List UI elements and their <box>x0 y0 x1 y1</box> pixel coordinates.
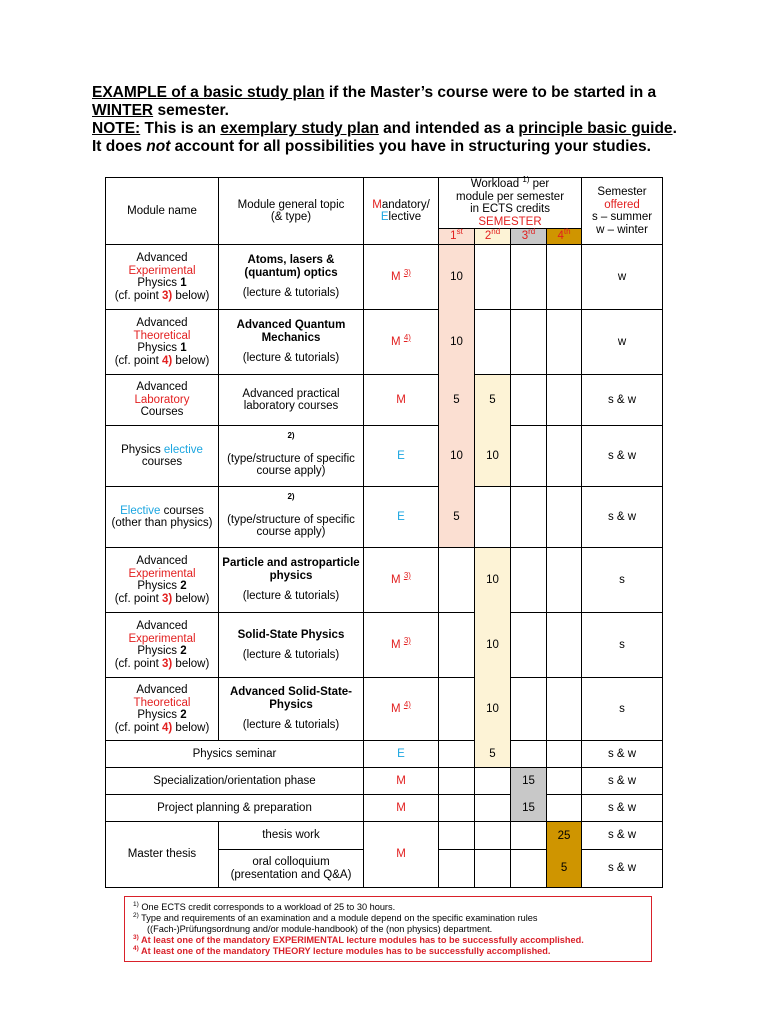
module-kind: Experimental <box>128 567 196 580</box>
sem2-cell <box>475 795 511 822</box>
offered-cell: s & w <box>582 850 663 888</box>
heading-example: EXAMPLE of a basic study plan <box>92 84 325 101</box>
offered-cell: w <box>582 245 663 310</box>
footnote-sup: 4) <box>133 944 139 952</box>
sem3-sup: rd <box>528 227 536 237</box>
module-num: 1 <box>180 342 187 354</box>
module-name <box>106 245 219 310</box>
header-sem3 <box>511 229 547 245</box>
footnotes <box>124 896 652 962</box>
module-cf: (cf. point <box>114 592 162 605</box>
topic-type: (lecture & tutorials) <box>242 352 340 365</box>
study-plan-table <box>105 177 663 888</box>
table-row <box>106 678 663 741</box>
topic-type: (lecture & tutorials) <box>242 287 340 300</box>
sem2-cell: 10 <box>475 613 511 678</box>
sem3-cell <box>511 310 547 375</box>
module-kind: Theoretical <box>133 329 191 342</box>
sem4-cell <box>547 678 582 741</box>
topic-type: (lecture & tutorials) <box>242 649 340 661</box>
sem4-cell <box>547 741 582 768</box>
module-adv: Advanced <box>136 317 188 329</box>
header-workload <box>439 175 582 216</box>
sem3-cell: 15 <box>511 768 547 795</box>
offered-cell: s <box>582 613 663 678</box>
offered-cell: s & w <box>582 795 663 822</box>
offered-cell: s & w <box>582 822 663 850</box>
header-mandatory: andatory/ <box>381 198 430 211</box>
footnote-3 <box>133 935 651 946</box>
footnote-text: One ECTS credit corresponds to a workload of 25 to 30 hours. <box>138 902 396 912</box>
module-physics: Physics <box>137 580 181 592</box>
sem4-cell <box>547 245 582 310</box>
module-name <box>106 487 219 548</box>
mandatory-cell: M <box>364 375 439 426</box>
heading-text: It does <box>92 138 147 155</box>
sem1-cell <box>439 795 475 822</box>
topic-sup: 2) <box>287 431 295 441</box>
mandatory-sup: 4) <box>403 332 411 342</box>
sem4-cell <box>547 487 582 548</box>
module-topic <box>219 487 364 548</box>
module-physics: Physics <box>137 342 181 354</box>
header-topic-type: (& type) <box>270 211 312 223</box>
module-kind: Experimental <box>128 264 196 277</box>
module-adv: Advanced <box>136 555 188 567</box>
heading-line1: if the Master’s course were to be started in a <box>324 84 657 101</box>
footnote-1 <box>133 902 651 913</box>
offered-cell: s & w <box>582 768 663 795</box>
table-row <box>106 822 663 850</box>
mandatory-cell: M <box>364 795 439 822</box>
footnote-sup: 3) <box>133 933 139 941</box>
table-row <box>106 487 663 548</box>
footnote-text: Type and requirements of an examination and a module depend on the specific examination rules <box>138 913 538 923</box>
module-physics: Physics <box>137 645 181 657</box>
sem2-cell <box>475 487 511 548</box>
module-name-b: courses <box>160 504 204 517</box>
module-cf: (cf. point <box>114 657 162 670</box>
sem4-cell <box>547 375 582 426</box>
sem4-sup: th <box>563 227 571 237</box>
module-adv: Advanced <box>136 252 188 264</box>
footnote-2 <box>133 913 651 924</box>
header-row <box>106 178 663 216</box>
module-num: 1 <box>180 277 187 289</box>
heading-text: . <box>672 120 677 137</box>
sem1-cell: 5 <box>439 375 475 426</box>
sem1-cell: 10 <box>439 245 475 310</box>
module-physics: Physics <box>137 277 181 289</box>
module-name <box>106 375 219 426</box>
header-m: M <box>372 198 382 211</box>
sem2-cell <box>475 245 511 310</box>
header-workload-line2: module per semester <box>456 190 565 203</box>
sem3-cell <box>511 375 547 426</box>
mandatory-cell <box>364 310 439 375</box>
offered-cell: s <box>582 678 663 741</box>
header-module-name <box>106 178 219 245</box>
thesis-oral: oral colloquium (presentation and Q&A) <box>219 850 364 888</box>
module-name <box>106 426 219 487</box>
sem3-cell: 15 <box>511 795 547 822</box>
module-name-c: (other than physics) <box>111 517 213 529</box>
module-topic <box>219 613 364 678</box>
sem1-cell <box>439 741 475 768</box>
thesis-name: Master thesis <box>106 822 219 888</box>
mandatory-sup: 3) <box>403 635 411 645</box>
sem3-cell <box>511 741 547 768</box>
mandatory-value: M <box>391 335 404 348</box>
module-cf: (cf. point <box>114 354 162 367</box>
module-cf-num: 3) <box>162 657 173 670</box>
sem4-cell <box>547 768 582 795</box>
mandatory-value: M <box>391 270 404 283</box>
sem1-cell <box>439 768 475 795</box>
sem1-cell <box>439 822 475 850</box>
table-row <box>106 768 663 795</box>
mandatory-cell <box>364 548 439 613</box>
module-topic <box>219 310 364 375</box>
heading-guide: principle basic guide <box>518 120 673 137</box>
topic-title: Advanced Quantum Mechanics <box>236 319 346 344</box>
module-kind: Laboratory <box>134 393 190 406</box>
topic-title: Advanced practical laboratory courses <box>242 387 340 412</box>
sem2-sup: nd <box>491 227 501 237</box>
header-offered-3: s – summer <box>591 211 653 223</box>
module-topic <box>219 245 364 310</box>
mandatory-value: M <box>391 702 404 715</box>
footnote-text: At least one of the mandatory EXPERIMENTAL lecture modules has to be successfully accomplished. <box>138 935 584 945</box>
header-workload-sup: 1) <box>522 175 530 185</box>
sem3-cell <box>511 548 547 613</box>
elective-cell: E <box>364 426 439 487</box>
table-row <box>106 375 663 426</box>
header-offered <box>582 178 663 245</box>
offered-cell: s & w <box>582 426 663 487</box>
module-name: Specialization/orientation phase <box>106 768 364 795</box>
heading-winter: WINTER <box>92 102 154 119</box>
sem1-label: 1 <box>450 230 457 243</box>
mandatory-cell <box>364 678 439 741</box>
sem3-cell <box>511 245 547 310</box>
module-topic <box>219 548 364 613</box>
mandatory-cell: M <box>364 768 439 795</box>
header-topic <box>219 178 364 245</box>
footnote-4 <box>133 946 651 957</box>
table-row <box>106 795 663 822</box>
module-cf-below: below) <box>172 657 210 670</box>
sem3-cell <box>511 678 547 741</box>
table-row <box>106 613 663 678</box>
module-adv: Advanced <box>136 381 188 394</box>
sem4-cell <box>547 613 582 678</box>
footnote-2b: ((Fach-)Prüfungsordnung and/or module-handbook) of the (non physics) department. <box>147 924 493 934</box>
heading-text: and intended as a <box>378 120 519 137</box>
offered-cell: w <box>582 310 663 375</box>
sem4-cell: 5 <box>547 850 582 888</box>
page-heading <box>92 84 732 156</box>
module-cf-num: 3) <box>162 592 173 605</box>
module-topic <box>219 375 364 426</box>
offered-cell: s & w <box>582 375 663 426</box>
sem4-cell <box>547 426 582 487</box>
module-rest: Courses <box>140 406 184 419</box>
module-name <box>106 678 219 741</box>
module-cf-below: below) <box>172 354 210 367</box>
table-row <box>106 741 663 768</box>
module-kind: Theoretical <box>133 696 191 709</box>
sem3-label: 3 <box>521 230 529 243</box>
module-adv: Advanced <box>136 684 188 696</box>
module-cf-num: 3) <box>162 289 173 302</box>
module-topic <box>219 426 364 487</box>
module-cf-below: below) <box>172 721 210 734</box>
elective-cell: E <box>364 741 439 768</box>
module-adv: Advanced <box>136 620 188 632</box>
sem4-cell: 25 <box>547 822 582 850</box>
module-name <box>106 548 219 613</box>
heading-text: account for all possibilities you have in structuring your studies. <box>170 138 651 155</box>
module-cf-below: below) <box>172 289 210 302</box>
sem1-cell <box>439 850 475 888</box>
mandatory-value: M <box>391 638 404 651</box>
heading-not: not <box>146 138 171 155</box>
module-topic <box>219 678 364 741</box>
module-name: Physics seminar <box>106 741 364 768</box>
sem2-cell <box>475 850 511 888</box>
sem2-cell: 10 <box>475 426 511 487</box>
footnote-sup: 2) <box>133 911 139 919</box>
topic-type: (type/structure of specific course apply) <box>227 513 355 539</box>
sem3-cell <box>511 822 547 850</box>
mandatory-sup: 4) <box>403 699 411 709</box>
sem2-cell: 10 <box>475 678 511 741</box>
footnote-text: At least one of the mandatory THEORY lecture modules has to be successfully accomplished. <box>138 946 551 956</box>
topic-sup: 2) <box>287 492 295 502</box>
topic-title: Advanced Solid-State-Physics <box>229 686 353 711</box>
sem1-cell: 10 <box>439 310 475 375</box>
mandatory-cell: M <box>364 822 439 888</box>
module-name <box>106 310 219 375</box>
header-workload-text: Workload <box>470 178 523 190</box>
sem4-cell <box>547 548 582 613</box>
sem3-cell <box>511 487 547 548</box>
module-num: 2 <box>180 580 187 592</box>
topic-title: Particle and astroparticle physics <box>222 557 360 582</box>
module-name: Project planning & preparation <box>106 795 364 822</box>
sem4-label: 4 <box>557 230 564 243</box>
module-kind: Experimental <box>128 632 196 645</box>
sem2-cell <box>475 310 511 375</box>
table-row <box>106 426 663 487</box>
sem3-cell <box>511 850 547 888</box>
sem2-cell: 5 <box>475 375 511 426</box>
sem2-label: 2 <box>484 230 492 243</box>
header-topic-text: Module general topic <box>237 198 345 211</box>
module-num: 2 <box>180 709 187 721</box>
header-offered-2: offered <box>604 198 640 211</box>
mandatory-sup: 3) <box>403 570 411 580</box>
table-row <box>106 310 663 375</box>
module-physics: Physics <box>137 709 181 721</box>
sem3-cell <box>511 426 547 487</box>
sem1-cell <box>439 613 475 678</box>
header-semester-text: SEMESTER <box>478 215 542 228</box>
sem4-cell <box>547 310 582 375</box>
module-name <box>106 613 219 678</box>
header-workload-line3: in ECTS credits <box>470 203 550 215</box>
module-num: 2 <box>180 645 187 657</box>
sem2-cell <box>475 822 511 850</box>
table-row <box>106 245 663 310</box>
module-cf: (cf. point <box>114 721 162 734</box>
header-mandatory-elective <box>364 178 439 245</box>
sem4-cell <box>547 795 582 822</box>
heading-exemplary: exemplary study plan <box>220 120 379 137</box>
sem1-cell: 10 <box>439 426 475 487</box>
heading-text: This is an <box>140 120 221 137</box>
module-name-a: Elective <box>120 504 161 517</box>
sem2-cell <box>475 768 511 795</box>
topic-type: (lecture & tutorials) <box>242 719 340 732</box>
sem2-cell: 10 <box>475 548 511 613</box>
thesis-work: thesis work <box>219 822 364 850</box>
offered-cell: s & w <box>582 487 663 548</box>
module-name-a: Physics <box>121 443 164 456</box>
heading-line2: semester. <box>153 102 229 119</box>
mandatory-value: M <box>391 573 404 586</box>
sem1-cell <box>439 548 475 613</box>
heading-note: NOTE: <box>92 120 141 137</box>
footnote-sup: 1) <box>133 900 139 908</box>
mandatory-cell <box>364 613 439 678</box>
header-offered-4: w – winter <box>596 223 648 236</box>
offered-cell: s & w <box>582 741 663 768</box>
module-cf-num: 4) <box>162 721 173 734</box>
topic-type: (lecture & tutorials) <box>242 590 340 603</box>
module-name-b: elective <box>163 443 203 456</box>
sem3-cell <box>511 613 547 678</box>
table-row <box>106 548 663 613</box>
header-elective: lective <box>388 211 422 223</box>
sem1-sup: st <box>456 227 463 237</box>
sem1-cell <box>439 678 475 741</box>
header-offered-1: Semester <box>597 186 647 198</box>
module-name-c: courses <box>141 456 183 468</box>
sem2-cell: 5 <box>475 741 511 768</box>
mandatory-cell <box>364 245 439 310</box>
module-cf: (cf. point <box>114 289 162 302</box>
header-sem1 <box>439 229 475 245</box>
offered-cell: s <box>582 548 663 613</box>
topic-title: Solid-State Physics <box>237 628 345 641</box>
header-e: E <box>380 211 389 223</box>
header-workload-per: per <box>529 178 550 190</box>
module-cf-below: below) <box>172 592 210 605</box>
elective-cell: E <box>364 487 439 548</box>
header-module-name-text: Module name <box>127 204 197 217</box>
topic-title: Atoms, lasers & (quantum) optics <box>244 254 338 279</box>
sem1-cell: 5 <box>439 487 475 548</box>
header-sem4 <box>547 229 582 245</box>
mandatory-sup: 3) <box>403 267 411 277</box>
topic-type: (type/structure of specific course apply) <box>227 452 355 478</box>
module-cf-num: 4) <box>162 354 173 367</box>
header-sem2 <box>475 229 511 245</box>
